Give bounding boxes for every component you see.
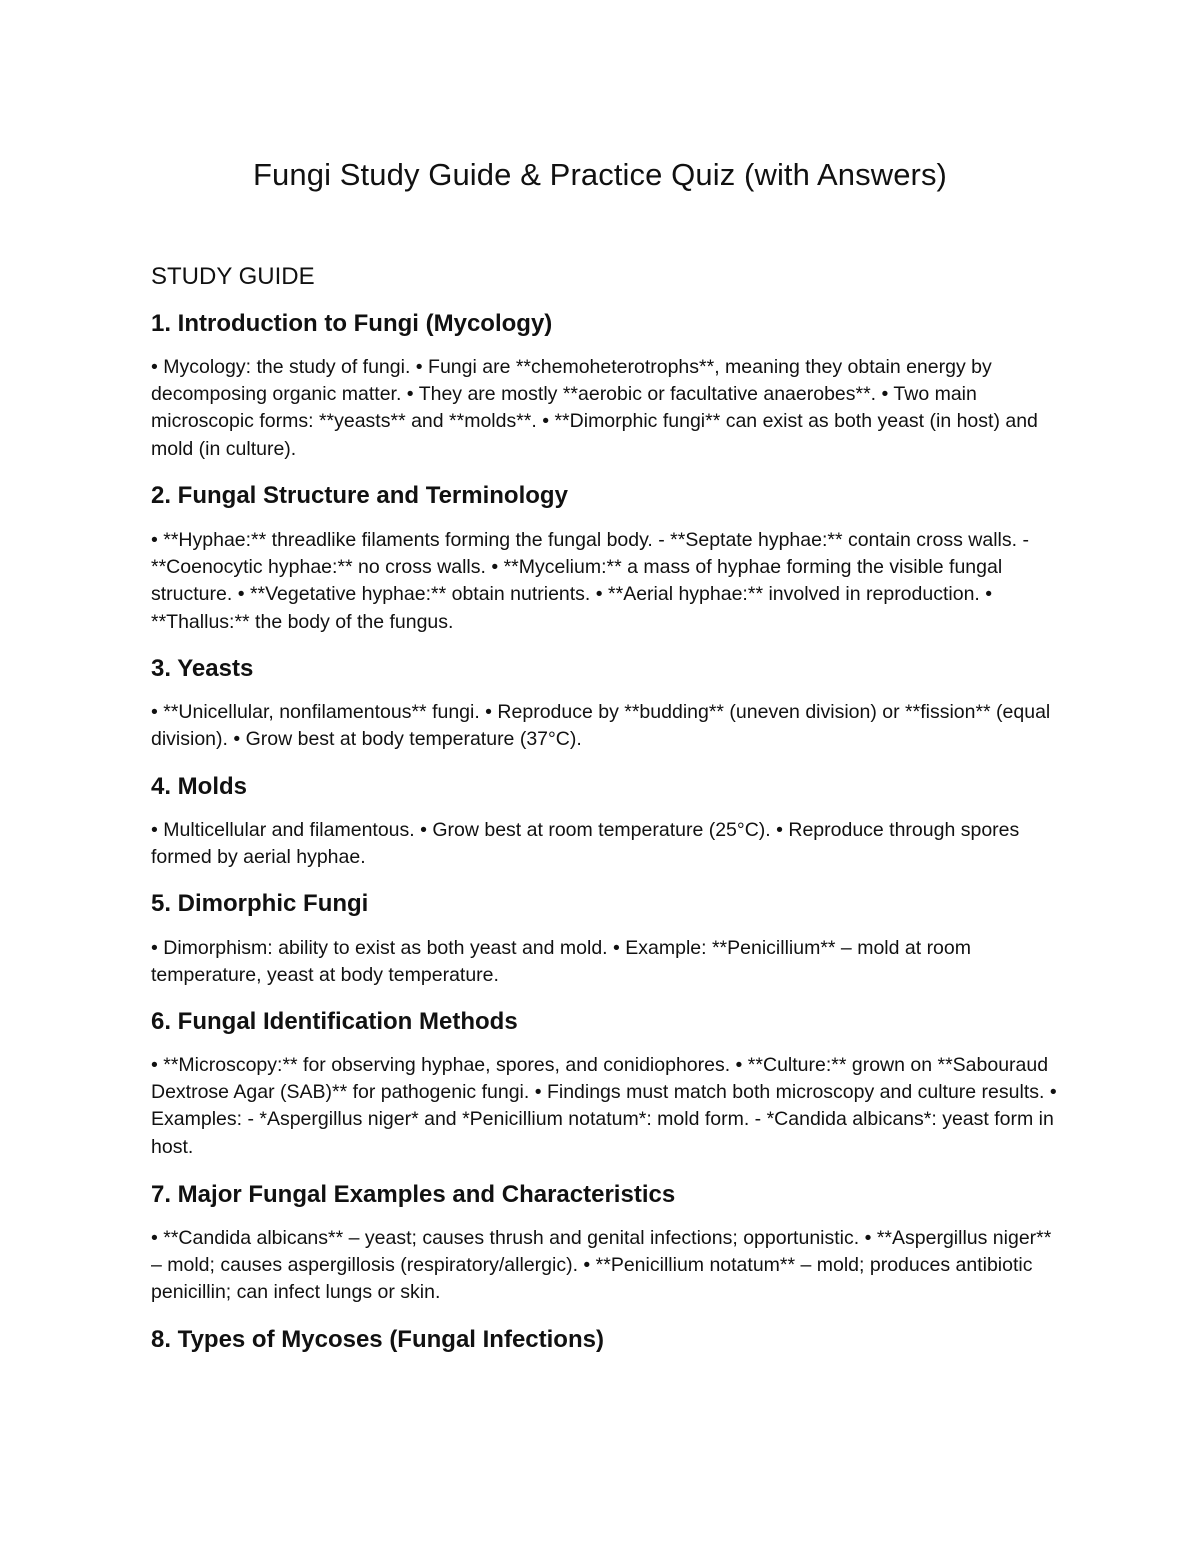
section-body-dimorphic-fungi: • Dimorphism: ability to exist as both yeast and mold. • Example: **Penicillium** – mold at room temperature, yeast at body temperature. xyxy=(151,937,971,987)
section-body-introduction: • Mycology: the study of fungi. • Fungi are **chemoheterotrophs**, meaning they obtain energy by decomposing organic matter. • They are mostly **aerobic or facultative anaerobes**. • Two main microscopic forms: **yeasts** and **molds**. • **Dimorphic fungi** can exist as both yeast (in host) and mold (in culture). xyxy=(151,356,1038,460)
section-heading-structure: 2. Fungal Structure and Terminology xyxy=(151,482,568,509)
section-heading-identification: 6. Fungal Identification Methods xyxy=(151,1008,518,1035)
section-heading-mycoses: 8. Types of Mycoses (Fungal Infections) xyxy=(151,1326,604,1353)
section-heading-molds: 4. Molds xyxy=(151,773,248,800)
section-body-yeasts: • **Unicellular, nonfilamentous** fungi. • Reproduce by **budding** (uneven division) or **fission** (equal division). • Grow best at body temperature (37°C). xyxy=(151,701,1051,751)
section-heading-introduction: 1. Introduction to Fungi (Mycology) xyxy=(151,310,553,337)
section-heading-dimorphic-fungi: 5. Dimorphic Fungi xyxy=(151,890,369,917)
section-body-molds: • Multicellular and filamentous. • Grow best at room temperature (25°C). • Reproduce through spores formed by aerial hyphae. xyxy=(151,819,1020,869)
section-body-identification: • **Microscopy:** for observing hyphae, spores, and conidiophores. • **Culture:** grown on **Sabouraud Dextrose Agar (SAB)** for pathogenic fungi. • Findings must match both microscopy and culture results. • Examples: - *Aspergillus niger* and *Penicillium notatum*: mold form. - *Candida albicans*: yeast form in host. xyxy=(151,1054,1057,1158)
section-heading-yeasts: 3. Yeasts xyxy=(151,655,254,682)
section-body-examples: • **Candida albicans** – yeast; causes thrush and genital infections; opportunistic. • **Aspergillus niger** – mold; causes aspergillosis (respiratory/allergic). • **Penicillium notatum** – mold; produces antibiotic penicillin; can infect lungs or skin. xyxy=(151,1227,1052,1304)
section-heading-examples: 7. Major Fungal Examples and Characteristics xyxy=(151,1181,676,1208)
document-title: Fungi Study Guide & Practice Quiz (with Answers) xyxy=(253,157,947,192)
study-guide-label: STUDY GUIDE xyxy=(151,263,315,290)
section-body-structure: • **Hyphae:** threadlike filaments forming the fungal body. - **Septate hyphae:** contain cross walls. - **Coenocytic hyphae:** no cross walls. • **Mycelium:** a mass of hyphae forming the visible fungal structure. • **Vegetative hyphae:** obtain nutrients. • **Aerial hyphae:** involved in reproduction. • **Thallus:** the body of the fungus. xyxy=(151,529,1029,633)
